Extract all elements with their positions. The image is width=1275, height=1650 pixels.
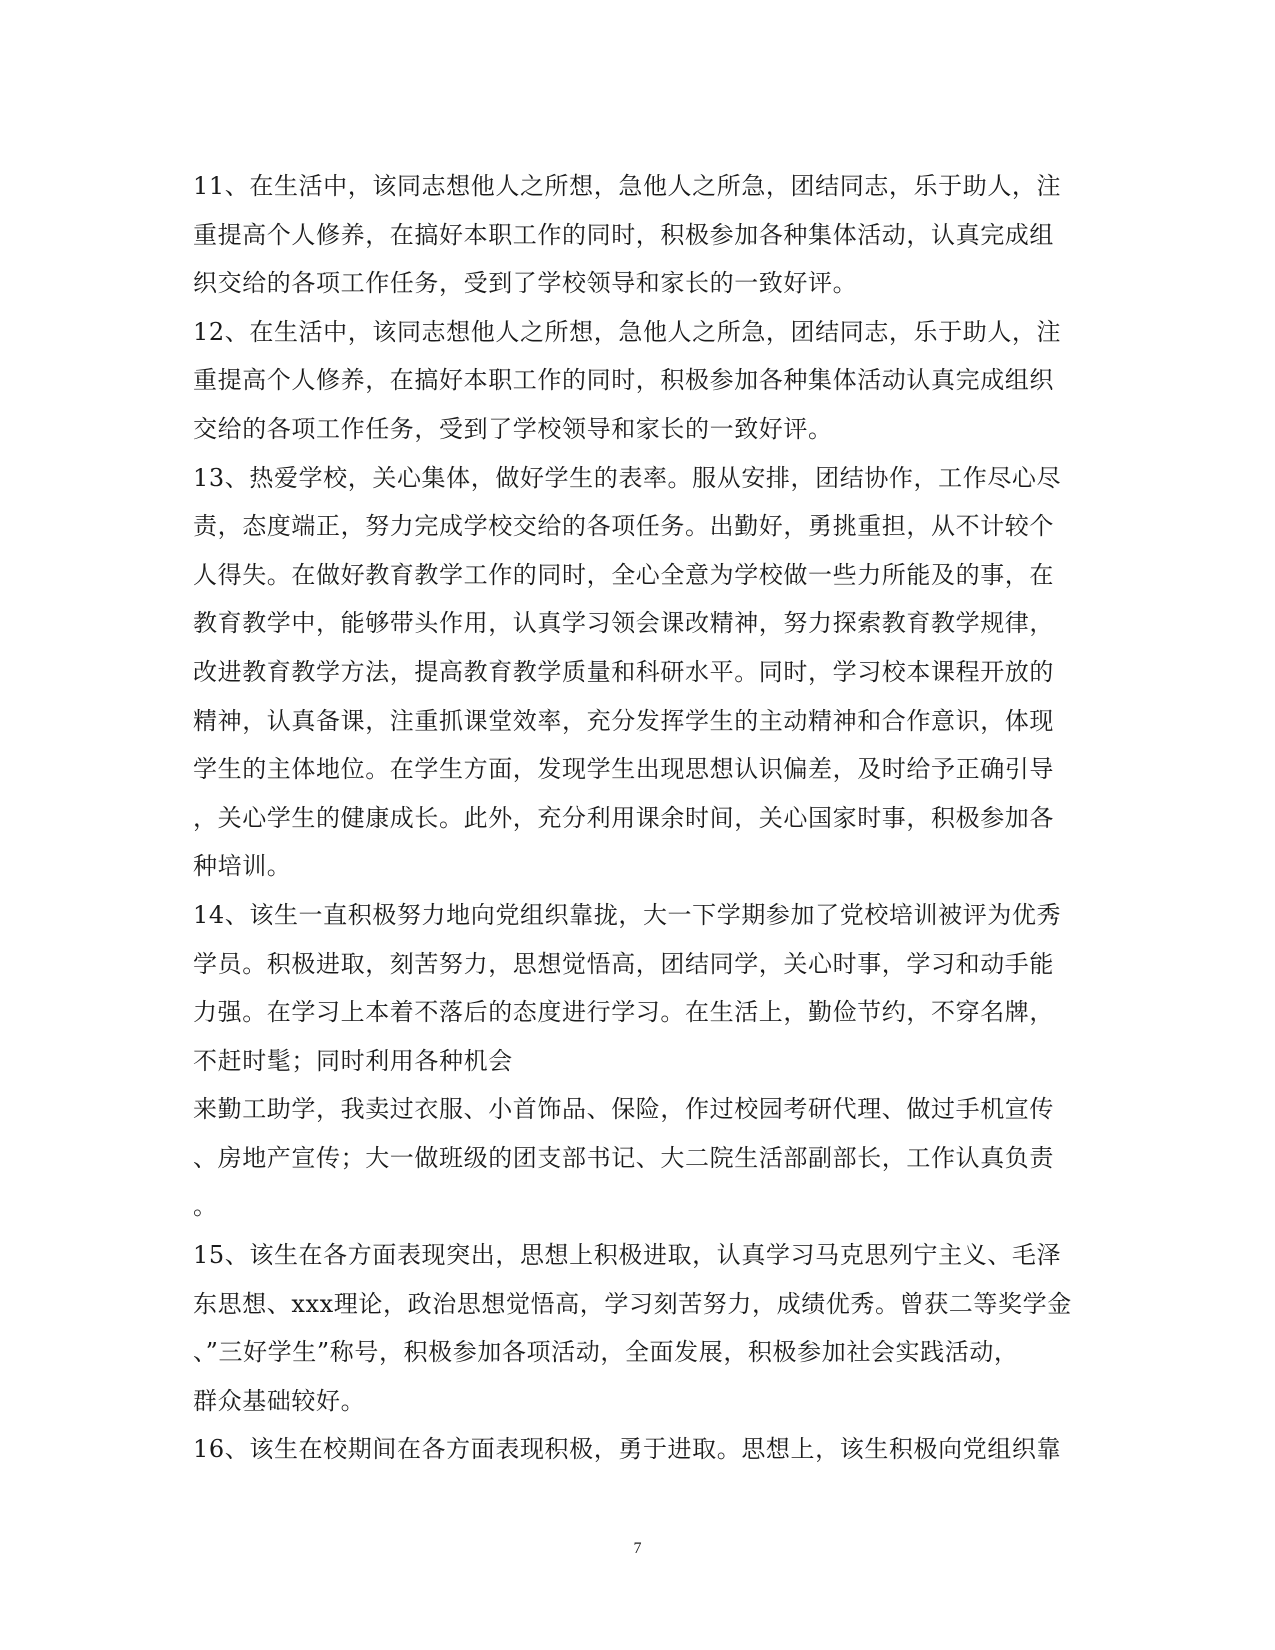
- text-line: 16、该生在校期间在各方面表现积极，勇于进取。思想上，该生积极向党组织靠: [193, 1435, 1062, 1464]
- text-line: 学生的主体地位。在学生方面，发现学生出现思想认识偏差，及时给予正确引导: [193, 755, 1054, 784]
- text-line: 教育教学中，能够带头作用，认真学习领会课改精神，努力探索教育教学规律，: [193, 609, 1054, 638]
- text-line: 力强。在学习上本着不落后的态度进行学习。在生活上，勤俭节约，不穿名牌，: [193, 998, 1054, 1027]
- text-line: 11、在生活中，该同志想他人之所想，急他人之所急，团结同志，乐于助人，注: [193, 172, 1062, 200]
- text-line: 重提高个人修养，在搞好本职工作的同时，积极参加各种集体活动认真完成组织: [193, 366, 1054, 395]
- page-number: 7: [633, 1540, 642, 1557]
- text-line: 、”三好学生”称号，积极参加各项活动，全面发展，积极参加社会实践活动，: [193, 1338, 1019, 1367]
- text-line: ，关心学生的健康成长。此外，充分利用课余时间，关心国家时事，积极参加各: [193, 803, 1054, 832]
- text-line: 人得失。在做好教育教学工作的同时，全心全意为学校做一些力所能及的事，在: [193, 560, 1054, 589]
- text-line: 学员。积极进取，刻苦努力，思想觉悟高，团结同学，关心时事，学习和动手能: [193, 949, 1054, 978]
- text-line: 13、热爱学校，关心集体，做好学生的表率。服从安排，团结协作，工作尽心尽: [193, 463, 1062, 492]
- text-line: 交给的各项工作任务，受到了学校领导和家长的一致好评。: [193, 414, 833, 443]
- text-line: 。: [193, 1192, 218, 1221]
- text-line: 精神，认真备课，注重抓课堂效率，充分发挥学生的主动精神和合作意识，体现: [193, 706, 1054, 735]
- text-line: 15、该生在各方面表现突出，思想上积极进取，认真学习马克思列宁主义、毛泽: [193, 1241, 1062, 1270]
- text-line: 织交给的各项工作任务，受到了学校领导和家长的一致好评。: [193, 269, 858, 298]
- text-line: 不赶时髦；同时利用各种机会: [193, 1046, 513, 1075]
- text-line: 责，态度端正，努力完成学校交给的各项任务。出勤好，勇挑重担，从不计较个: [193, 512, 1054, 541]
- text-line: 种培训。: [193, 852, 292, 881]
- document-body: [193, 162, 1083, 1474]
- text-line: 来勤工助学，我卖过衣服、小首饰品、保险，作过校园考研代理、做过手机宣传: [193, 1095, 1054, 1124]
- text-line: 14、该生一直积极努力地向党组织靠拢，大一下学期参加了党校培训被评为优秀: [193, 900, 1062, 929]
- text-line: 改进教育教学方法，提高教育教学质量和科研水平。同时，学习校本课程开放的: [193, 657, 1054, 686]
- text-line: 重提高个人修养，在搞好本职工作的同时，积极参加各种集体活动，认真完成组: [193, 220, 1054, 249]
- text-line: 东思想、xxx理论，政治思想觉悟高，学习刻苦努力，成绩优秀。曾获二等奖学金: [193, 1289, 1072, 1318]
- text-line: 12、在生活中，该同志想他人之所想，急他人之所急，团结同志，乐于助人，注: [193, 317, 1062, 346]
- text-line: 群众基础较好。: [193, 1386, 366, 1415]
- text-line: 、房地产宣传；大一做班级的团支部书记、大二院生活部副部长，工作认真负责: [193, 1143, 1054, 1172]
